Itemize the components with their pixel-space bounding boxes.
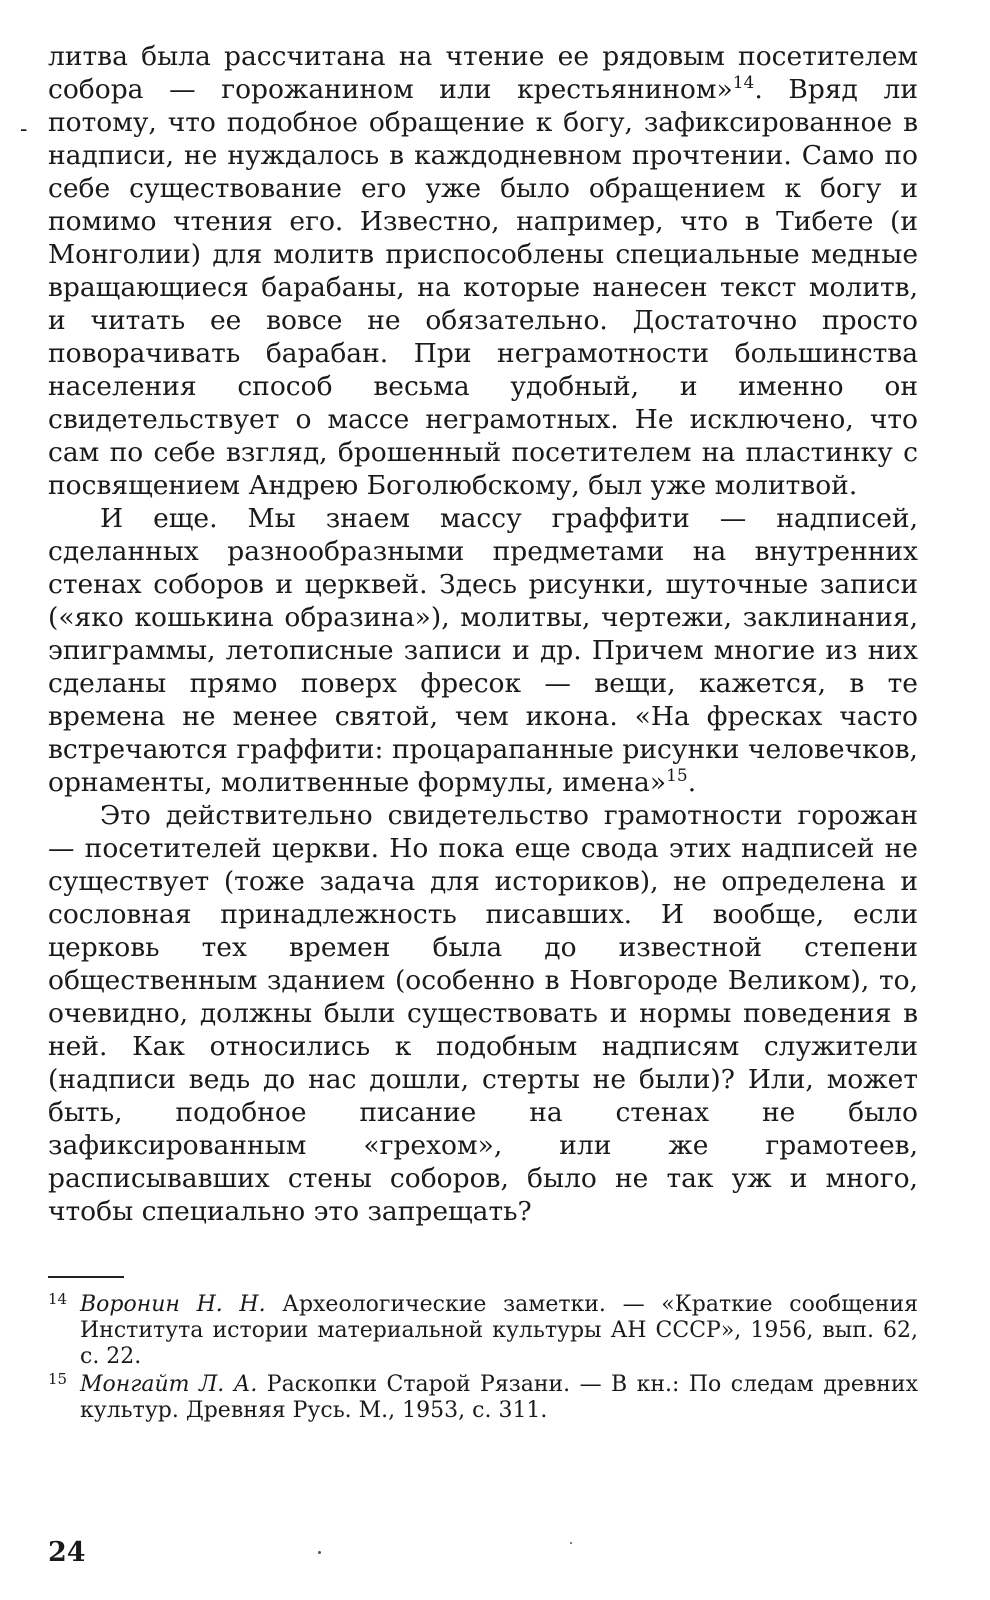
footnote-number: 15 [48, 1370, 68, 1388]
footnote-author: Монгайт Л. А. [80, 1372, 258, 1397]
text-segment: Это действительно свидетельство грамотности горожан — посетителей церкви. Но пока еще свода этих надписей не существует (тоже задача для историков), не определена и сословная принадлежность писавших. И вообще, если церковь тех времен была до известной степени общественным зданием (особенно в Новгороде Великом), то, очевидно, должны были существовать и нормы поведения в ней. Как относились к подобным надписям служители (надписи ведь до нас дошли, стерты не были)? Или, может быть, подобное писание на стенах не было зафиксированным «грехом», или же грамотеев, расписывавших стены соборов, было не так уж и много, чтобы специально это запрещать? [48, 800, 918, 1227]
margin-mark: - [20, 117, 28, 142]
footnotes [48, 1292, 918, 1424]
print-speck [318, 1551, 321, 1554]
paragraph-2 [48, 502, 918, 799]
paragraph-3 [48, 799, 918, 1228]
footnote-text: Раскопки Старой Рязани. — В кн.: По следам древних культур. Древняя Русь. М., 1953, с. 311. [80, 1372, 918, 1423]
footnote-ref-15[interactable]: 15 [666, 766, 688, 786]
footnote-number: 14 [48, 1290, 68, 1308]
page-body [48, 40, 918, 1426]
paragraph-1 [48, 40, 918, 502]
text-segment: . [687, 767, 697, 798]
main-text [48, 40, 918, 1228]
text-segment: литва была рассчитана на чтение ее рядовым посетителем собора — горожанином или крестьянином» [48, 41, 918, 105]
footnote-divider [48, 1276, 124, 1278]
print-speck [570, 1542, 572, 1544]
footnote-ref-14[interactable]: 14 [732, 73, 755, 93]
footnote-text: Археологические заметки. — «Краткие сообщения Института истории материальной культуры АН СССР», 1956, вып. 62, с. 22. [80, 1292, 918, 1369]
text-segment: . Вряд ли потому, что подобное обращение к богу, зафиксированное в надписи, не нуждалось в каждодневном прочтении. Само по себе существование его уже было обращением к богу и помимо чтения его. Известно, например, что в Тибете (и Монголии) для молитв приспособлены специальные медные вращающиеся барабаны, на которые нанесен текст молитв, и читать ее вовсе не обязательно. Достаточно просто поворачивать барабан. При неграмотности большинства населения способ весьма удобный, и именно он свидетельствует о массе неграмотных. Не исключено, что сам по себе взгляд, брошенный посетителем на пластинку с посвящением Андрею Боголюбскому, был уже молитвой. [48, 74, 918, 501]
page-number: 24 [48, 1537, 86, 1568]
footnote-author: Воронин Н. Н. [80, 1292, 266, 1317]
footnote-15 [48, 1372, 918, 1424]
footnote-14 [48, 1292, 918, 1370]
text-segment: И еще. Мы знаем массу граффити — надписей, сделанных разнообразными предметами на внутренних стенах соборов и церквей. Здесь рисунки, шуточные записи («яко кошькина образина»), молитвы, чертежи, заклинания, эпиграммы, летописные записи и др. Причем многие из них сделаны прямо поверх фресок — вещи, кажется, в те времена не менее святой, чем икона. «На фресках часто встречаются граффити: процарапанные рисунки человечков, орнаменты, молитвенные формулы, имена» [48, 503, 918, 798]
